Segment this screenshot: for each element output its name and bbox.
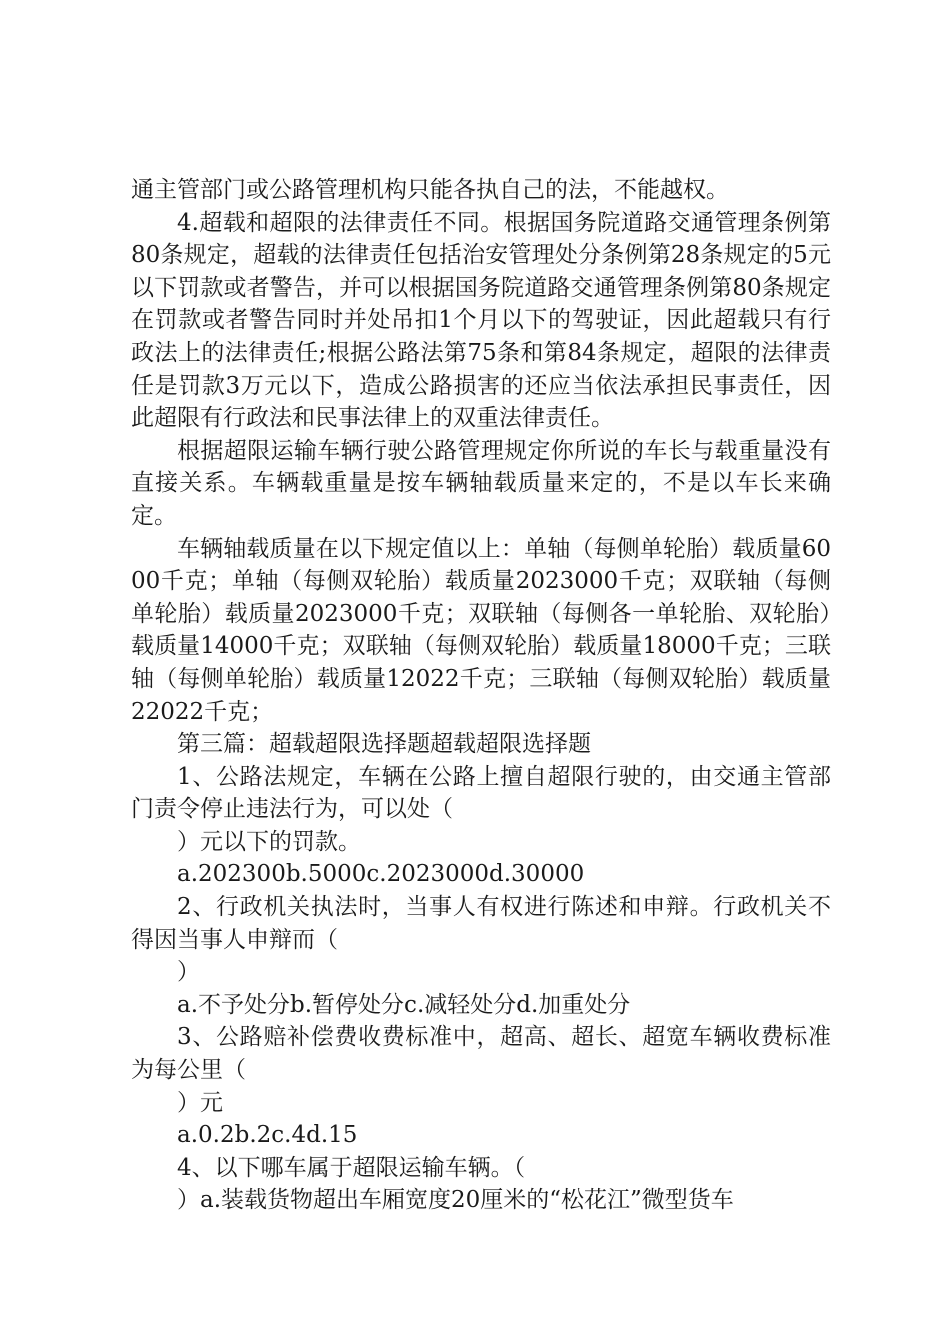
paragraph-vehicle-length: 根据超限运输车辆行驶公路管理规定你所说的车长与载重量没有直接关系。车辆载重量是按车辆轴载质量来定的，不是以车长来确定。 bbox=[131, 437, 831, 529]
question-2: 2、行政机关执法时，当事人有权进行陈述和申辩。行政机关不得因当事人申辩而（ bbox=[131, 894, 831, 953]
question-3-blank: ）元 bbox=[177, 1089, 223, 1116]
question-3: 3、公路赔补偿费收费标准中，超高、超长、超宽车辆收费标准为每公里（ bbox=[131, 1024, 831, 1084]
question-2-blank: ） bbox=[177, 959, 200, 986]
paragraph-legal-liability: 4.超载和超限的法律责任不同。根据国务院道路交通管理条例第80条规定，超载的法律责任包括治安管理处分条例第28条规定的5元以下罚款或者警告，并可以根据国务院道路交通管理条例第80条规定在罚款或者警告同时并处吊扣1个月以下的驾驶证，因此超载只有行政法上的法律责任;根据公路法第75条和第84条规定，超限的法律责任是罚款3万元以下，造成公路损害的还应当依法承担民事责任，因此超限有行政法和民事法律上的双重法律责任。 bbox=[131, 209, 831, 432]
paragraph-continuation: 通主管部门或公路管理机构只能各执自己的法，不能越权。 bbox=[131, 177, 729, 203]
question-1-options: a.202300b.5000c.2023000d.30000 bbox=[177, 861, 585, 888]
question-3-options: a.0.2b.2c.4d.15 bbox=[177, 1122, 358, 1149]
question-4: 4、以下哪车属于超限运输车辆。（ bbox=[177, 1154, 526, 1181]
question-1: 1、公路法规定，车辆在公路上擅自超限行驶的，由交通主管部门责令停止违法行为，可以处（ bbox=[131, 763, 831, 823]
question-2-options: a.不予处分b.暂停处分c.减轻处分d.加重处分 bbox=[177, 991, 631, 1018]
paragraph-axle-load: 车辆轴载质量在以下规定值以上：单轴（每侧单轮胎）载质量6000千克；单轴（每侧双轮胎）载质量2023000千克；双联轴（每侧单轮胎）载质量2023000千克；双联轴（每侧各一单轮胎、双轮胎）载质量14000千克；双联轴（每侧双轮胎）载质量18000千克；三联轴（每侧单轮胎）载质量12022千克；三联轴（每侧双轮胎）载质量22022千克； bbox=[131, 535, 831, 725]
question-4-option-a: ）a.装载货物超出车厢宽度20厘米的“松花江”微型货车 bbox=[177, 1187, 734, 1214]
question-1-blank: ）元以下的罚款。 bbox=[177, 828, 361, 855]
section-heading: 第三篇：超载超限选择题超载超限选择题 bbox=[177, 731, 591, 758]
document-body bbox=[131, 174, 831, 1217]
